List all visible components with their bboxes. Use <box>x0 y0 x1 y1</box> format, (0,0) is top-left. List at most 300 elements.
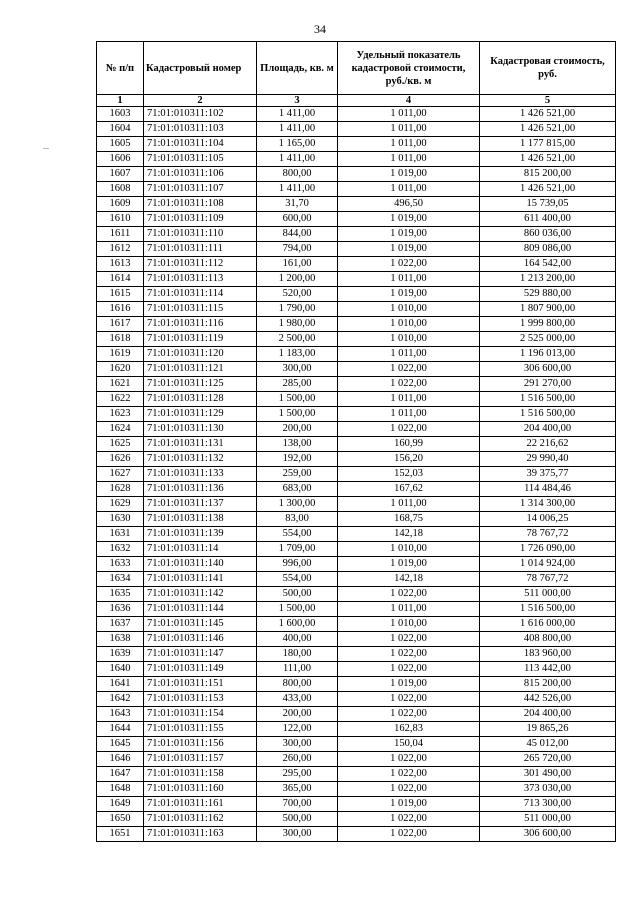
row-number-cell: 1628 <box>97 482 144 497</box>
unit-value-cell: 1 011,00 <box>338 122 480 137</box>
header-cadastral-number: Кадастровый номер <box>144 42 257 95</box>
area-cell: 1 411,00 <box>257 107 338 122</box>
area-cell: 500,00 <box>257 587 338 602</box>
row-number-cell: 1615 <box>97 287 144 302</box>
page-number: 34 <box>314 22 326 36</box>
row-number-cell: 1639 <box>97 647 144 662</box>
table-row <box>97 632 616 647</box>
area-cell: 300,00 <box>257 737 338 752</box>
cadastral-value-cell: 22 216,62 <box>480 437 616 452</box>
unit-value-cell: 1 010,00 <box>338 542 480 557</box>
cadastral-number-cell: 71:01:010311:151 <box>144 677 257 692</box>
table-row <box>97 242 616 257</box>
unit-value-cell: 1 011,00 <box>338 602 480 617</box>
row-number-cell: 1621 <box>97 377 144 392</box>
table-row <box>97 182 616 197</box>
area-cell: 295,00 <box>257 767 338 782</box>
table-row <box>97 272 616 287</box>
cadastral-value-cell: 1 616 000,00 <box>480 617 616 632</box>
cadastral-value-cell: 1 426 521,00 <box>480 122 616 137</box>
table-row <box>97 782 616 797</box>
cadastral-number-cell: 71:01:010311:144 <box>144 602 257 617</box>
cadastral-value-cell: 14 006,25 <box>480 512 616 527</box>
cadastral-number-cell: 71:01:010311:114 <box>144 287 257 302</box>
unit-value-cell: 168,75 <box>338 512 480 527</box>
cadastral-value-cell: 1 516 500,00 <box>480 602 616 617</box>
cadastral-number-cell: 71:01:010311:102 <box>144 107 257 122</box>
unit-value-cell: 1 022,00 <box>338 587 480 602</box>
cadastral-value-cell: 1 213 200,00 <box>480 272 616 287</box>
unit-value-cell: 1 011,00 <box>338 392 480 407</box>
cadastral-number-cell: 71:01:010311:153 <box>144 692 257 707</box>
area-cell: 683,00 <box>257 482 338 497</box>
unit-value-cell: 152,03 <box>338 467 480 482</box>
cadastral-value-cell: 611 400,00 <box>480 212 616 227</box>
row-number-cell: 1604 <box>97 122 144 137</box>
row-number-cell: 1609 <box>97 197 144 212</box>
header-row <box>97 42 616 95</box>
unit-value-cell: 1 022,00 <box>338 767 480 782</box>
row-number-cell: 1619 <box>97 347 144 362</box>
unit-value-cell: 162,83 <box>338 722 480 737</box>
table-row <box>97 752 616 767</box>
row-number-cell: 1642 <box>97 692 144 707</box>
unit-value-cell: 1 011,00 <box>338 497 480 512</box>
cadastral-number-cell: 71:01:010311:163 <box>144 827 257 842</box>
area-cell: 844,00 <box>257 227 338 242</box>
unit-value-cell: 1 019,00 <box>338 212 480 227</box>
cadastral-value-cell: 19 865,26 <box>480 722 616 737</box>
unit-value-cell: 167,62 <box>338 482 480 497</box>
area-cell: 31,70 <box>257 197 338 212</box>
cadastral-value-cell: 2 525 000,00 <box>480 332 616 347</box>
cadastral-number-cell: 71:01:010311:137 <box>144 497 257 512</box>
area-cell: 2 500,00 <box>257 332 338 347</box>
area-cell: 700,00 <box>257 797 338 812</box>
area-cell: 520,00 <box>257 287 338 302</box>
area-cell: 554,00 <box>257 527 338 542</box>
unit-value-cell: 1 022,00 <box>338 812 480 827</box>
row-number-cell: 1624 <box>97 422 144 437</box>
table-row <box>97 212 616 227</box>
row-number-cell: 1637 <box>97 617 144 632</box>
unit-value-cell: 496,50 <box>338 197 480 212</box>
cadastral-number-cell: 71:01:010311:156 <box>144 737 257 752</box>
area-cell: 1 500,00 <box>257 602 338 617</box>
table-row <box>97 362 616 377</box>
row-number-cell: 1631 <box>97 527 144 542</box>
area-cell: 1 500,00 <box>257 392 338 407</box>
table-row <box>97 197 616 212</box>
cadastral-number-cell: 71:01:010311:105 <box>144 152 257 167</box>
row-number-cell: 1646 <box>97 752 144 767</box>
cadastral-value-cell: 815 200,00 <box>480 167 616 182</box>
unit-value-cell: 1 010,00 <box>338 332 480 347</box>
cadastral-value-cell: 1 807 900,00 <box>480 302 616 317</box>
row-number-cell: 1633 <box>97 557 144 572</box>
table-row <box>97 302 616 317</box>
row-number-cell: 1629 <box>97 497 144 512</box>
row-number-cell: 1643 <box>97 707 144 722</box>
cadastral-number-cell: 71:01:010311:113 <box>144 272 257 287</box>
cadastral-number-cell: 71:01:010311:109 <box>144 212 257 227</box>
unit-value-cell: 1 022,00 <box>338 257 480 272</box>
table-row <box>97 452 616 467</box>
cadastral-value-cell: 408 800,00 <box>480 632 616 647</box>
area-cell: 500,00 <box>257 812 338 827</box>
table-row <box>97 122 616 137</box>
row-number-cell: 1606 <box>97 152 144 167</box>
cadastral-number-cell: 71:01:010311:154 <box>144 707 257 722</box>
table-row <box>97 647 616 662</box>
column-number: 5 <box>480 95 616 107</box>
row-number-cell: 1605 <box>97 137 144 152</box>
cadastral-value-cell: 204 400,00 <box>480 422 616 437</box>
header-cadastral-value: Кадастровая стоимость, руб. <box>480 42 616 95</box>
cadastral-number-cell: 71:01:010311:14 <box>144 542 257 557</box>
cadastral-value-cell: 39 375,77 <box>480 467 616 482</box>
row-number-cell: 1627 <box>97 467 144 482</box>
cadastral-value-cell: 1 426 521,00 <box>480 107 616 122</box>
cadastral-value-cell: 183 960,00 <box>480 647 616 662</box>
row-number-cell: 1645 <box>97 737 144 752</box>
area-cell: 400,00 <box>257 632 338 647</box>
area-cell: 365,00 <box>257 782 338 797</box>
unit-value-cell: 1 022,00 <box>338 692 480 707</box>
table-row <box>97 617 616 632</box>
cadastral-number-cell: 71:01:010311:121 <box>144 362 257 377</box>
row-number-cell: 1620 <box>97 362 144 377</box>
row-number-cell: 1616 <box>97 302 144 317</box>
cadastral-value-cell: 204 400,00 <box>480 707 616 722</box>
area-cell: 1 411,00 <box>257 182 338 197</box>
table-row <box>97 572 616 587</box>
row-number-cell: 1649 <box>97 797 144 812</box>
header-row-number: № п/п <box>97 42 144 95</box>
table-row <box>97 407 616 422</box>
cadastral-value-cell: 29 990,40 <box>480 452 616 467</box>
table-row <box>97 482 616 497</box>
cadastral-number-cell: 71:01:010311:147 <box>144 647 257 662</box>
cadastral-number-cell: 71:01:010311:106 <box>144 167 257 182</box>
unit-value-cell: 1 011,00 <box>338 152 480 167</box>
row-number-cell: 1632 <box>97 542 144 557</box>
unit-value-cell: 1 019,00 <box>338 242 480 257</box>
area-cell: 433,00 <box>257 692 338 707</box>
area-cell: 1 709,00 <box>257 542 338 557</box>
area-cell: 122,00 <box>257 722 338 737</box>
cadastral-value-cell: 113 442,00 <box>480 662 616 677</box>
table-row <box>97 557 616 572</box>
table-row <box>97 707 616 722</box>
cadastral-value-cell: 511 000,00 <box>480 812 616 827</box>
table-row <box>97 812 616 827</box>
cadastral-value-cell: 713 300,00 <box>480 797 616 812</box>
cadastral-value-cell: 860 036,00 <box>480 227 616 242</box>
table-row <box>97 737 616 752</box>
row-number-cell: 1651 <box>97 827 144 842</box>
table-row <box>97 497 616 512</box>
table-row <box>97 677 616 692</box>
row-number-cell: 1618 <box>97 332 144 347</box>
table-row <box>97 602 616 617</box>
cadastral-value-cell: 291 270,00 <box>480 377 616 392</box>
cadastral-value-cell: 1 516 500,00 <box>480 392 616 407</box>
cadastral-number-cell: 71:01:010311:110 <box>144 227 257 242</box>
table-row <box>97 317 616 332</box>
unit-value-cell: 1 022,00 <box>338 662 480 677</box>
table-row <box>97 422 616 437</box>
area-cell: 1 980,00 <box>257 317 338 332</box>
cadastral-value-cell: 164 542,00 <box>480 257 616 272</box>
cadastral-value-cell: 1 426 521,00 <box>480 152 616 167</box>
table-row <box>97 137 616 152</box>
row-number-cell: 1617 <box>97 317 144 332</box>
area-cell: 300,00 <box>257 827 338 842</box>
cadastral-number-cell: 71:01:010311:138 <box>144 512 257 527</box>
area-cell: 180,00 <box>257 647 338 662</box>
unit-value-cell: 1 011,00 <box>338 272 480 287</box>
table-row <box>97 467 616 482</box>
cadastral-number-cell: 71:01:010311:131 <box>144 437 257 452</box>
table-body <box>97 107 616 842</box>
unit-value-cell: 1 019,00 <box>338 677 480 692</box>
cadastral-value-cell: 301 490,00 <box>480 767 616 782</box>
cadastral-value-cell: 1 014 924,00 <box>480 557 616 572</box>
cadastral-number-cell: 71:01:010311:136 <box>144 482 257 497</box>
cadastral-number-cell: 71:01:010311:162 <box>144 812 257 827</box>
row-number-cell: 1650 <box>97 812 144 827</box>
table-row <box>97 527 616 542</box>
unit-value-cell: 1 010,00 <box>338 302 480 317</box>
unit-value-cell: 1 019,00 <box>338 167 480 182</box>
table-row <box>97 437 616 452</box>
cadastral-number-cell: 71:01:010311:129 <box>144 407 257 422</box>
area-cell: 1 500,00 <box>257 407 338 422</box>
cadastral-number-cell: 71:01:010311:116 <box>144 317 257 332</box>
area-cell: 1 200,00 <box>257 272 338 287</box>
unit-value-cell: 160,99 <box>338 437 480 452</box>
unit-value-cell: 1 011,00 <box>338 137 480 152</box>
row-number-cell: 1636 <box>97 602 144 617</box>
row-number-cell: 1608 <box>97 182 144 197</box>
cadastral-value-cell: 306 600,00 <box>480 362 616 377</box>
cadastral-number-cell: 71:01:010311:120 <box>144 347 257 362</box>
row-number-cell: 1607 <box>97 167 144 182</box>
unit-value-cell: 1 011,00 <box>338 107 480 122</box>
cadastral-number-cell: 71:01:010311:130 <box>144 422 257 437</box>
unit-value-cell: 1 022,00 <box>338 647 480 662</box>
table-row <box>97 152 616 167</box>
area-cell: 1 411,00 <box>257 122 338 137</box>
cadastral-value-cell: 1 314 300,00 <box>480 497 616 512</box>
row-number-cell: 1611 <box>97 227 144 242</box>
row-number-cell: 1623 <box>97 407 144 422</box>
row-number-cell: 1647 <box>97 767 144 782</box>
cadastral-value-cell: 78 767,72 <box>480 527 616 542</box>
cadastral-number-cell: 71:01:010311:112 <box>144 257 257 272</box>
area-cell: 192,00 <box>257 452 338 467</box>
cadastral-value-cell: 1 177 815,00 <box>480 137 616 152</box>
unit-value-cell: 1 022,00 <box>338 422 480 437</box>
area-cell: 600,00 <box>257 212 338 227</box>
row-number-cell: 1630 <box>97 512 144 527</box>
cadastral-value-cell: 114 484,46 <box>480 482 616 497</box>
row-number-cell: 1613 <box>97 257 144 272</box>
unit-value-cell: 156,20 <box>338 452 480 467</box>
unit-value-cell: 142,18 <box>338 572 480 587</box>
cadastral-number-cell: 71:01:010311:125 <box>144 377 257 392</box>
area-cell: 554,00 <box>257 572 338 587</box>
row-number-cell: 1614 <box>97 272 144 287</box>
area-cell: 111,00 <box>257 662 338 677</box>
cadastral-value-cell: 15 739,05 <box>480 197 616 212</box>
area-cell: 300,00 <box>257 362 338 377</box>
unit-value-cell: 1 019,00 <box>338 227 480 242</box>
row-number-cell: 1648 <box>97 782 144 797</box>
cadastral-number-cell: 71:01:010311:149 <box>144 662 257 677</box>
row-number-cell: 1635 <box>97 587 144 602</box>
row-number-cell: 1603 <box>97 107 144 122</box>
area-cell: 794,00 <box>257 242 338 257</box>
cadastral-number-cell: 71:01:010311:128 <box>144 392 257 407</box>
column-number: 2 <box>144 95 257 107</box>
row-number-cell: 1634 <box>97 572 144 587</box>
cadastral-value-cell: 809 086,00 <box>480 242 616 257</box>
cadastral-number-cell: 71:01:010311:111 <box>144 242 257 257</box>
column-number: 4 <box>338 95 480 107</box>
unit-value-cell: 1 019,00 <box>338 797 480 812</box>
unit-value-cell: 1 011,00 <box>338 347 480 362</box>
row-number-cell: 1626 <box>97 452 144 467</box>
unit-value-cell: 1 022,00 <box>338 827 480 842</box>
unit-value-cell: 1 011,00 <box>338 182 480 197</box>
unit-value-cell: 1 019,00 <box>338 287 480 302</box>
area-cell: 161,00 <box>257 257 338 272</box>
area-cell: 1 790,00 <box>257 302 338 317</box>
table-row <box>97 797 616 812</box>
area-cell: 1 300,00 <box>257 497 338 512</box>
cadastral-value-table <box>96 41 616 842</box>
cadastral-number-cell: 71:01:010311:119 <box>144 332 257 347</box>
table-row <box>97 692 616 707</box>
row-number-cell: 1625 <box>97 437 144 452</box>
area-cell: 200,00 <box>257 707 338 722</box>
header-area: Площадь, кв. м <box>257 42 338 95</box>
table-row <box>97 257 616 272</box>
cadastral-number-cell: 71:01:010311:139 <box>144 527 257 542</box>
cadastral-value-cell: 1 426 521,00 <box>480 182 616 197</box>
unit-value-cell: 1 022,00 <box>338 707 480 722</box>
cadastral-number-cell: 71:01:010311:103 <box>144 122 257 137</box>
cadastral-number-cell: 71:01:010311:141 <box>144 572 257 587</box>
table-row <box>97 332 616 347</box>
cadastral-number-cell: 71:01:010311:107 <box>144 182 257 197</box>
unit-value-cell: 1 010,00 <box>338 317 480 332</box>
cadastral-value-cell: 529 880,00 <box>480 287 616 302</box>
cadastral-value-cell: 511 000,00 <box>480 587 616 602</box>
row-number-cell: 1612 <box>97 242 144 257</box>
row-number-cell: 1622 <box>97 392 144 407</box>
table-row <box>97 722 616 737</box>
cadastral-value-cell: 373 030,00 <box>480 782 616 797</box>
cadastral-value-cell: 1 726 090,00 <box>480 542 616 557</box>
cadastral-value-cell: 1 516 500,00 <box>480 407 616 422</box>
table-row <box>97 347 616 362</box>
area-cell: 259,00 <box>257 467 338 482</box>
cadastral-number-cell: 71:01:010311:160 <box>144 782 257 797</box>
table-row <box>97 287 616 302</box>
area-cell: 83,00 <box>257 512 338 527</box>
header-unit-value: Удельный показатель кадастровой стоимости, руб./кв. м <box>338 42 480 95</box>
margin-mark <box>43 148 49 149</box>
row-number-cell: 1640 <box>97 662 144 677</box>
area-cell: 1 183,00 <box>257 347 338 362</box>
unit-value-cell: 150,04 <box>338 737 480 752</box>
unit-value-cell: 1 011,00 <box>338 407 480 422</box>
area-cell: 138,00 <box>257 437 338 452</box>
cadastral-value-cell: 815 200,00 <box>480 677 616 692</box>
cadastral-value-cell: 78 767,72 <box>480 572 616 587</box>
row-number-cell: 1644 <box>97 722 144 737</box>
unit-value-cell: 142,18 <box>338 527 480 542</box>
cadastral-number-cell: 71:01:010311:115 <box>144 302 257 317</box>
unit-value-cell: 1 022,00 <box>338 362 480 377</box>
table-row <box>97 662 616 677</box>
cadastral-value-cell: 306 600,00 <box>480 827 616 842</box>
cadastral-number-cell: 71:01:010311:133 <box>144 467 257 482</box>
row-number-cell: 1641 <box>97 677 144 692</box>
cadastral-number-cell: 71:01:010311:132 <box>144 452 257 467</box>
cadastral-value-cell: 45 012,00 <box>480 737 616 752</box>
area-cell: 800,00 <box>257 677 338 692</box>
cadastral-value-cell: 1 999 800,00 <box>480 317 616 332</box>
row-number-cell: 1610 <box>97 212 144 227</box>
table-row <box>97 167 616 182</box>
cadastral-value-cell: 1 196 013,00 <box>480 347 616 362</box>
area-cell: 1 600,00 <box>257 617 338 632</box>
row-number-cell: 1638 <box>97 632 144 647</box>
table-row <box>97 542 616 557</box>
column-number-row <box>97 95 616 107</box>
table-row <box>97 392 616 407</box>
unit-value-cell: 1 022,00 <box>338 632 480 647</box>
table-row <box>97 377 616 392</box>
area-cell: 200,00 <box>257 422 338 437</box>
table-row <box>97 827 616 842</box>
unit-value-cell: 1 010,00 <box>338 617 480 632</box>
table-row <box>97 512 616 527</box>
table-header <box>97 42 616 107</box>
table-row <box>97 107 616 122</box>
area-cell: 285,00 <box>257 377 338 392</box>
area-cell: 260,00 <box>257 752 338 767</box>
cadastral-value-cell: 442 526,00 <box>480 692 616 707</box>
cadastral-number-cell: 71:01:010311:140 <box>144 557 257 572</box>
table-row <box>97 227 616 242</box>
cadastral-number-cell: 71:01:010311:158 <box>144 767 257 782</box>
cadastral-number-cell: 71:01:010311:145 <box>144 617 257 632</box>
cadastral-value-cell: 265 720,00 <box>480 752 616 767</box>
area-cell: 996,00 <box>257 557 338 572</box>
area-cell: 800,00 <box>257 167 338 182</box>
unit-value-cell: 1 022,00 <box>338 377 480 392</box>
cadastral-number-cell: 71:01:010311:108 <box>144 197 257 212</box>
table-row <box>97 587 616 602</box>
column-number: 3 <box>257 95 338 107</box>
unit-value-cell: 1 022,00 <box>338 752 480 767</box>
area-cell: 1 411,00 <box>257 152 338 167</box>
